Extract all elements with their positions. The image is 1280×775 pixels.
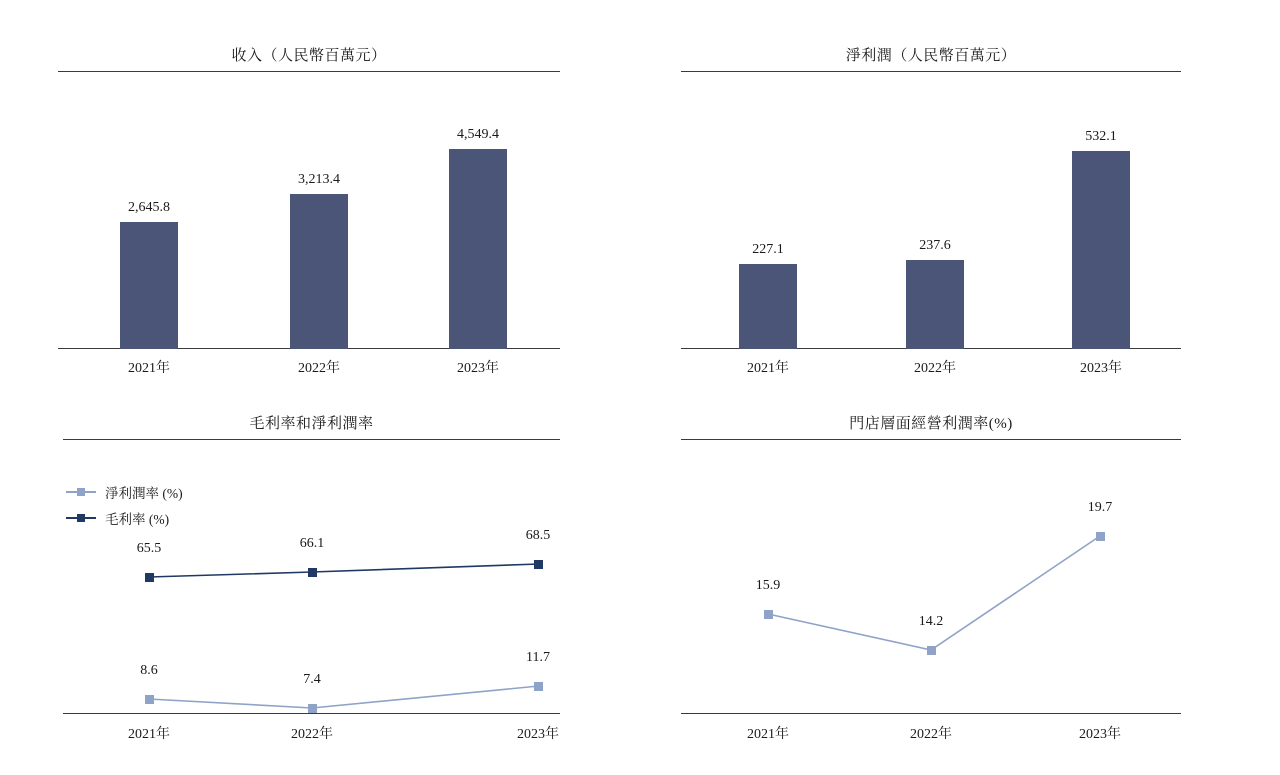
- point-store-margin-2022: [927, 646, 936, 655]
- bar-net-profit-2021: [739, 264, 797, 349]
- bar-value-net-profit-2023: 532.1: [1085, 129, 1117, 144]
- point-net-margin-2023: [534, 682, 543, 691]
- x-label-2023: 2023年: [1079, 727, 1121, 742]
- value-store-margin-2023: 19.7: [1087, 500, 1113, 515]
- bar-net-profit-2023: [1072, 151, 1130, 349]
- x-label-2022: 2022年: [910, 727, 952, 742]
- title-divider: [58, 71, 560, 72]
- value-gross-margin-2022: 66.1: [299, 536, 325, 551]
- bar-value-revenue-2022: 3,213.4: [298, 172, 340, 187]
- plot-area-margins: [63, 444, 560, 714]
- chart-panel-store-margin: [681, 412, 1181, 744]
- bar-value-net-profit-2022: 237.6: [919, 238, 951, 253]
- x-label-2022: 2022年: [291, 727, 333, 742]
- point-gross-margin-2023: [534, 560, 543, 569]
- point-net-margin-2021: [145, 695, 154, 704]
- chart-panel-revenue: [58, 44, 560, 379]
- x-label-2021: 2021年: [747, 361, 789, 376]
- x-tick-labels-margins: [63, 714, 560, 744]
- chart-title-net-profit: 淨利潤（人民幣百萬元）: [845, 48, 1017, 64]
- bar-value-revenue-2023: 4,549.4: [457, 127, 499, 142]
- legend-label-net-margin: 淨利潤率 (%): [105, 486, 183, 501]
- chart-title-margins: 毛利率和淨利潤率: [249, 416, 374, 432]
- x-label-2022: 2022年: [914, 361, 956, 376]
- x-label-2022: 2022年: [298, 361, 340, 376]
- bar-net-profit-2022: [906, 260, 964, 349]
- title-divider: [681, 71, 1181, 72]
- value-net-margin-2023: 11.7: [526, 650, 550, 665]
- x-tick-labels-net-profit: [681, 349, 1181, 379]
- x-label-2023: 2023年: [457, 361, 499, 376]
- point-net-margin-2022: [308, 704, 317, 713]
- value-gross-margin-2023: 68.5: [525, 528, 551, 543]
- plot-area-revenue: [58, 77, 560, 349]
- chart-title-revenue: 收入（人民幣百萬元）: [231, 48, 387, 64]
- x-label-2021: 2021年: [128, 361, 170, 376]
- bar-value-revenue-2021: 2,645.8: [128, 200, 170, 215]
- value-gross-margin-2021: 65.5: [136, 541, 162, 556]
- x-label-2021: 2021年: [128, 727, 170, 742]
- bar-revenue-2022: [290, 194, 348, 349]
- chart-panel-margins: [63, 412, 560, 744]
- chart-panel-net-profit: [681, 44, 1181, 379]
- plot-area-store-margin: [681, 450, 1181, 714]
- x-label-2023: 2023年: [1080, 361, 1122, 376]
- x-label-2021: 2021年: [747, 727, 789, 742]
- value-net-margin-2021: 8.6: [140, 663, 158, 678]
- legend-label-gross-margin: 毛利率 (%): [105, 512, 170, 527]
- value-store-margin-2021: 15.9: [755, 578, 781, 593]
- chart-title-store-margin: 門店層面經營利潤率(%): [849, 416, 1013, 432]
- bar-revenue-2021: [120, 222, 178, 349]
- point-gross-margin-2021: [145, 573, 154, 582]
- x-tick-labels-revenue: [58, 349, 560, 379]
- x-label-2023: 2023年: [517, 727, 559, 742]
- value-net-margin-2022: 7.4: [303, 672, 321, 687]
- value-store-margin-2022: 14.2: [918, 614, 944, 629]
- point-store-margin-2021: [764, 610, 773, 619]
- title-divider: [681, 439, 1181, 440]
- x-tick-labels-store-margin: [681, 714, 1181, 744]
- bar-revenue-2023: [449, 149, 507, 349]
- plot-area-net-profit: [681, 77, 1181, 349]
- bar-value-net-profit-2021: 227.1: [752, 242, 784, 257]
- point-gross-margin-2022: [308, 568, 317, 577]
- point-store-margin-2023: [1096, 532, 1105, 541]
- title-divider: [63, 439, 560, 440]
